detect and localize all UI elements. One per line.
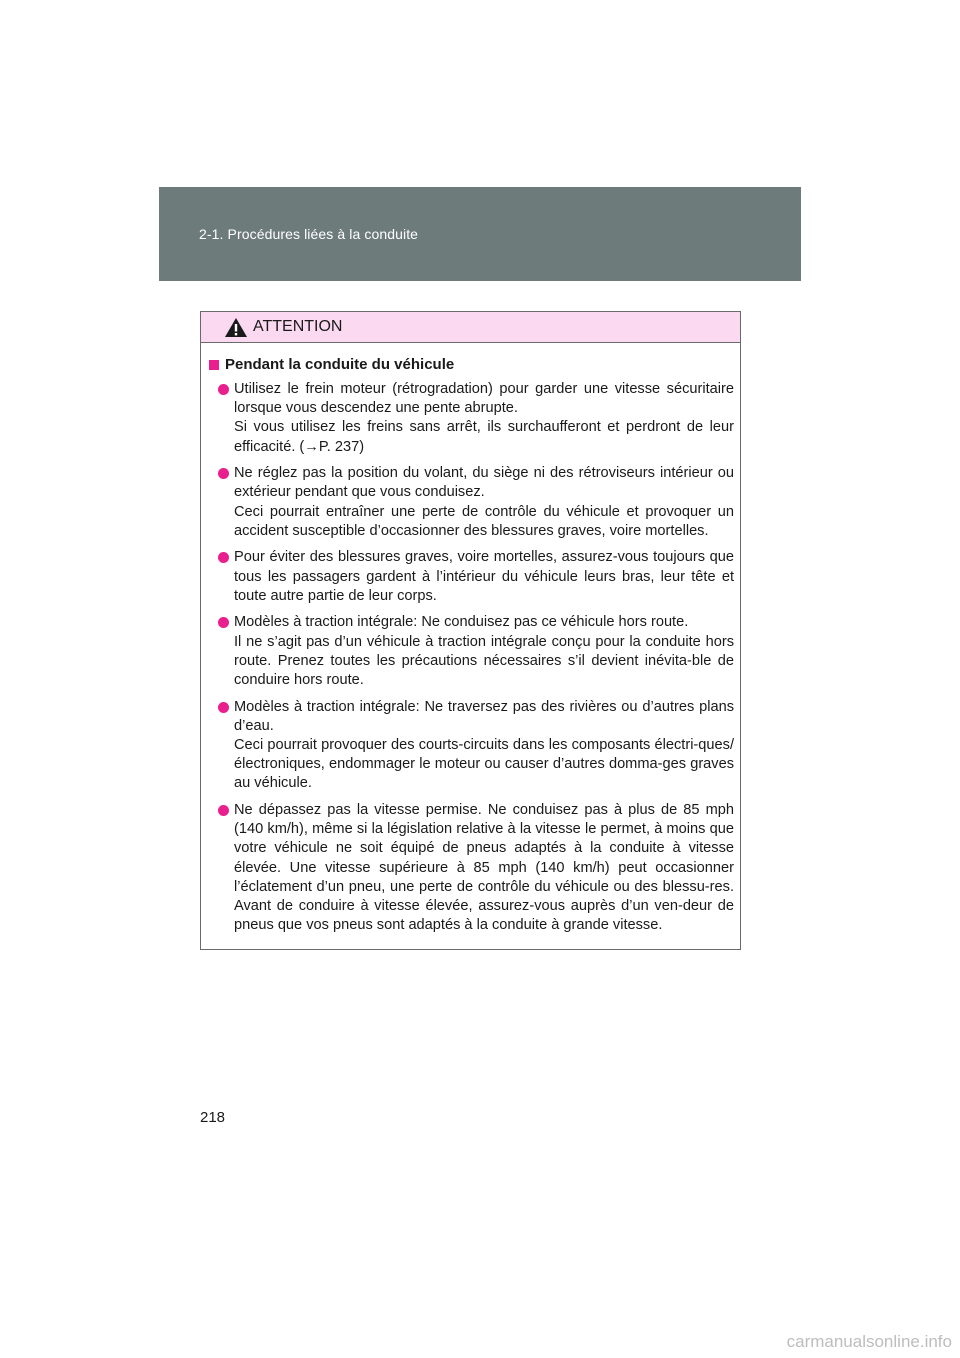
page-number: 218 [200, 1109, 226, 1126]
warning-triangle-icon [224, 317, 248, 338]
square-bullet-icon [209, 360, 219, 370]
item-paragraph: Utilisez le frein moteur (rétrogradation) pour garder une vitesse sécuritaire lorsque vous descendez une pente abrupte. [234, 381, 734, 417]
warning-header [201, 312, 740, 343]
item-paragraph: Ne dépassez pas la vitesse permise. Ne conduisez pas à plus de 85 mph (140 km/h), même si la législation relative à la vitesse le permet, à moins que votre véhicule ne soit équipé de pneus adaptés à la conduite à vitesse élevée. Une vitesse supérieure à 85 mph (140 km/h) peut occasionner l’éclatement d’un pneu, une perte de contrôle du véhicule ou des blessu-res. Avant de conduire à vitesse élevée, assurez-vous auprès d’un ven-deur de pneus que vos pneus sont adaptés à la conduite à grande vitesse. [234, 802, 734, 934]
item-paragraph: Modèles à traction intégrale: Ne conduisez pas ce véhicule hors route. [234, 614, 689, 631]
item-paragraph: Pour éviter des blessures graves, voire mortelles, assurez-vous toujours que tous les passagers gardent à l’intérieur du véhicule leurs bras, leur tête et toute autre partie de leur corps. [234, 549, 734, 604]
list-item [209, 801, 734, 935]
list-item [209, 380, 734, 457]
bullet-dot-icon [218, 805, 229, 816]
bullet-dot-icon [218, 617, 229, 628]
list-item [209, 548, 734, 606]
section-heading [209, 355, 734, 374]
item-paragraph: Modèles à traction intégrale: Ne traversez pas des rivières ou d’autres plans d’eau. [234, 698, 734, 734]
section-title: 2-1. Procédures liées à la conduite [199, 226, 419, 242]
item-paragraph: Ceci pourrait entraîner une perte de contrôle du véhicule et provoquer un accident susceptible d’occasionner des blessures graves, voire mortelles. [234, 503, 734, 539]
item-paragraph: Si vous utilisez les freins sans arrêt, ils surchaufferont et perdront de leur efficacité. (→P. 237) [234, 419, 734, 455]
section-heading-text: Pendant la conduite du véhicule [225, 356, 455, 373]
bullet-dot-icon [218, 552, 229, 563]
list-item [209, 698, 734, 794]
warning-body [201, 343, 740, 935]
bullet-dot-icon [218, 384, 229, 395]
bullet-dot-icon [218, 468, 229, 479]
item-paragraph: Ceci pourrait provoquer des courts-circuits dans les composants électri-ques/électroniques, endommager le moteur ou causer d’autres domma-ges graves au véhicule. [234, 737, 734, 792]
list-item [209, 613, 734, 690]
bullet-dot-icon [218, 702, 229, 713]
watermark: carmanualsonline.info [786, 1332, 952, 1351]
list-item [209, 464, 734, 541]
warning-box [200, 311, 741, 950]
item-paragraph: Ne réglez pas la position du volant, du siège ni des rétroviseurs intérieur ou extérieur pendant que vous conduisez. [234, 465, 734, 501]
section-header-band [159, 187, 801, 281]
item-paragraph: Il ne s’agit pas d’un véhicule à traction intégrale conçu pour la conduite hors route. Prenez toutes les précautions nécessaires s’il devient inévita-ble de conduire hors route. [234, 633, 734, 689]
warning-title: ATTENTION [253, 318, 343, 335]
